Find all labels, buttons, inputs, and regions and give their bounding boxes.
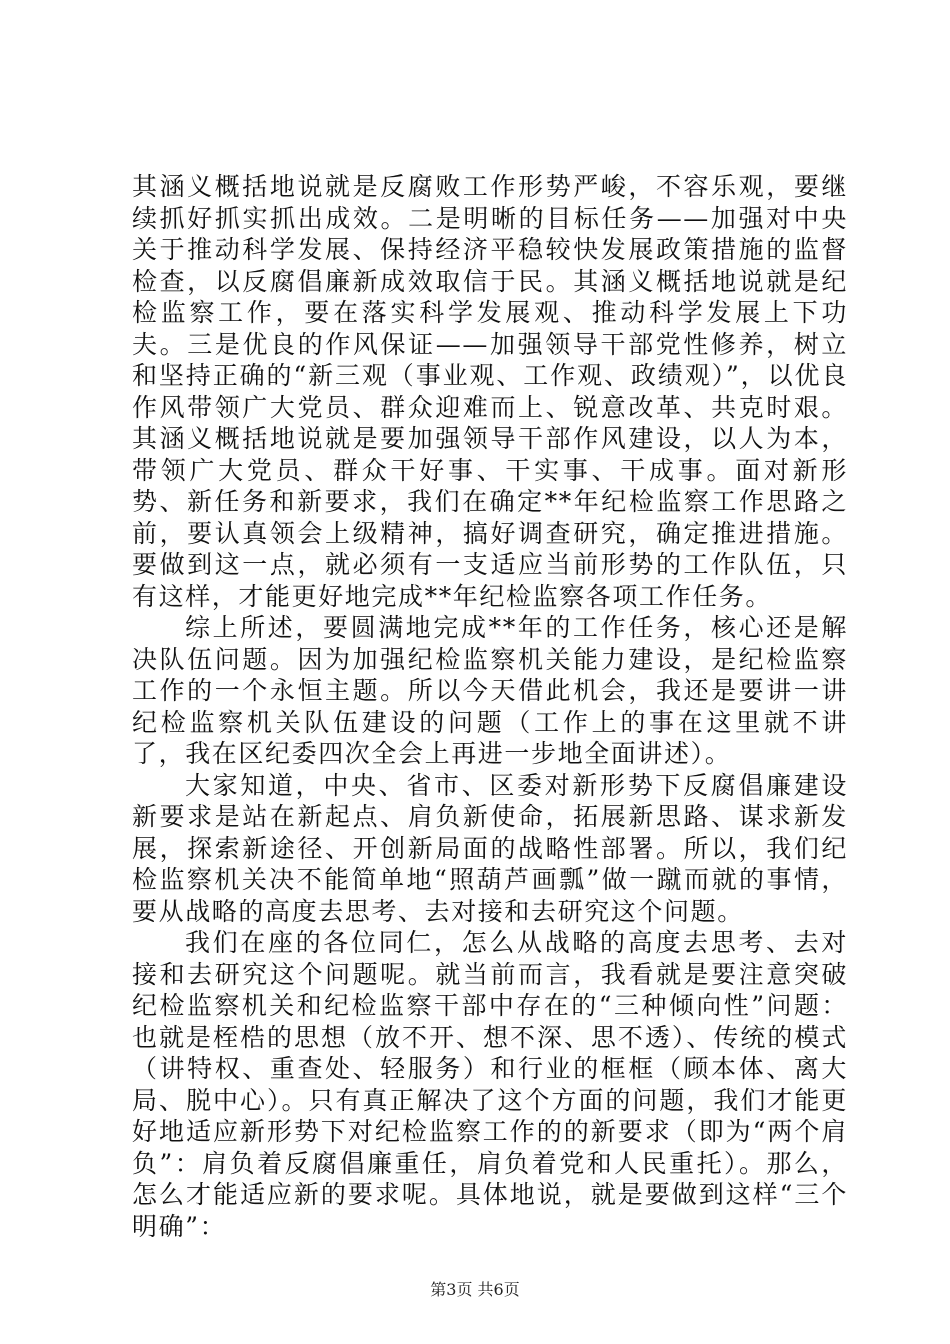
paragraph-1: 其涵义概括地说就是反腐败工作形势严峻，不容乐观，要继续抓好抓实抓出成效。二是明晰的目标任务——加强对中央关于推动科学发展、保持经济平稳较快发展政策措施的监督检查，以反腐倡廉新成效取信于民。其涵义概括地说就是纪检监察工作，要在落实科学发展观、推动科学发展上下功夫。三是优良的作风保证——加强领导干部党性修养，树立和坚持正确的“新三观（事业观、工作观、政绩观）”，以优良作风带领广大党员、群众迎难而上、锐意改革、共克时艰。其涵义概括地说就是要加强领导干部作风建设，以人为本，带领广大党员、群众干好事、干实事、干成事。面对新形势、新任务和新要求，我们在确定**年纪检监察工作思路之前，要认真领会上级精神，搞好调查研究，确定推进措施。要做到这一点，就必须有一支适应当前形势的工作队伍，只有这样，才能更好地完成**年纪检监察各项工作任务。 [132, 172, 848, 611]
paragraph-4: 我们在座的各位同仁，怎么从战略的高度去思考、去对接和去研究这个问题呢。就当前而言，我看就是要注意突破纪检监察机关和纪检监察干部中存在的“三种倾向性”问题：也就是桎梏的思想（放不开、想不深、思不透）、传统的模式（讲特权、重查处、轻服务）和行业的框框（顾本体、离大局、脱中心）。只有真正解决了这个方面的问题，我们才能更好地适应新形势下对纪检监察工作的的新要求（即为“两个肩负”：肩负着反腐倡廉重任，肩负着党和人民重托）。那么，怎么才能适应新的要求呢。具体地说，就是要做到这样“三个明确”： [132, 928, 848, 1241]
page-footer: 第3页 共6页 [430, 1280, 520, 1299]
document-body [132, 171, 848, 1242]
paragraph-2: 综上所述，要圆满地完成**年的工作任务，核心还是解决队伍问题。因为加强纪检监察机关能力建设，是纪检监察工作的一个永恒主题。所以今天借此机会，我还是要讲一讲纪检监察机关队伍建设的问题（工作上的事在这里就不讲了，我在区纪委四次全会上再进一步地全面讲述）。 [132, 613, 848, 768]
paragraph-3: 大家知道，中央、省市、区委对新形势下反腐倡廉建设新要求是站在新起点、肩负新使命，拓展新思路、谋求新发展，探索新途径、开创新局面的战略性部署。所以，我们纪检监察机关决不能简单地“照葫芦画瓢”做一蹴而就的事情，要从战略的高度去思考、去对接和去研究这个问题。 [132, 770, 848, 926]
